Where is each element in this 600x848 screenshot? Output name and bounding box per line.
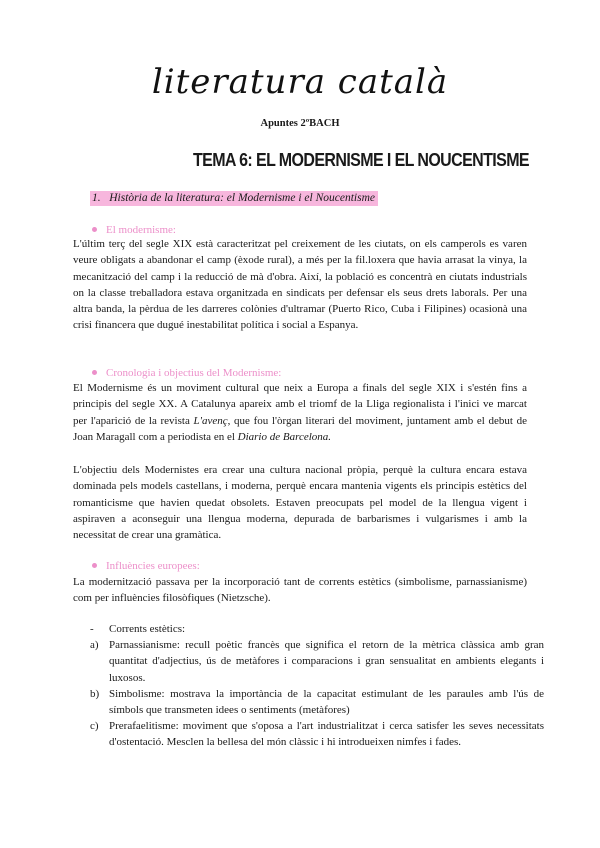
document-title: literatura català xyxy=(151,62,449,102)
list-item: b) Simbolisme: mostrava la importància de la capacitat estimulant de les paraules amb l'ús de símbols que transmeten idees o sentiments (metàfores) xyxy=(90,688,544,717)
subheading-cronologia xyxy=(92,367,281,379)
list-heading: - Corrents estètics: xyxy=(90,623,186,635)
subheading-modernisme xyxy=(92,224,176,236)
bullet-icon xyxy=(92,370,97,375)
list-item: a) Parnassianisme: recull poètic francès que significa el retorn de la mètrica clàssica amb gran quantitat d'adjectius, ús de metàfores i comparacions i gran sensualitat en ambients elegants i luxosos. xyxy=(90,639,544,684)
document-subtitle: Apuntes 2ºBACH xyxy=(260,118,340,129)
newspaper-name: Diario de Barcelona. xyxy=(237,430,332,443)
section-heading xyxy=(90,191,378,206)
subheading-label: El modernisme: xyxy=(106,224,176,236)
paragraph-modernisme: L'últim terç del segle XIX està caracteritzat pel creixement de les ciutats, on els camperols es varen veure obligats a abandonar el camp (èxode rural), a més per la fil.loxera que havia arrasat la vinya, la mecanització del camp i la reducció de mà d'obra. Així, la població es concentrà en ciutats industrials on la classe treballadora estava organitzada en sindicats per defensar els seus drets laborals. Per una altra banda, la pèrdua de les darreres colònies d'ultramar (Puerto Rico, Cuba i Filipines) ocasionà una crisi financera que dugué inestabilitat política i social a Espanya. xyxy=(73,238,527,332)
section-number: 1. xyxy=(92,192,101,204)
paragraph-cronologia-2: L'objectiu dels Modernistes era crear una cultura nacional pròpia, perquè la cultura encara estava dominada pels models castellans, i moderna, perquè encara mantenia vigents els principis estètics del romanticisme que havien quedat obsolets. Estaven preocupats pel model de la llengua vigent i aspiraven a aconseguir una llengua moderna, depurada de barbarismes i vulgarismes i amb la necessitat de crear una gramàtica. xyxy=(73,464,527,542)
subheading-label: Influències europees: xyxy=(106,560,200,572)
topic-heading: TEMA 6: EL MODERNISME I EL NOUCENTISME xyxy=(192,151,529,171)
paragraph-cronologia-1: El Modernisme és un moviment cultural que neix a Europa a finals del segle XIX i s'estén fins a principis del segle XX. A Catalunya apareix amb el triomf de la Lliga regionalista i l'inici ve marcat per l'aparició de la revista L'avenç, que fou l'òrgan literari del moviment, juntament amb el debut de Joan Maragall com a periodista en el Diario de Barcelona. xyxy=(73,382,527,443)
bullet-icon xyxy=(92,563,97,568)
list-item: c) Prerafaelitisme: moviment que s'oposa a l'art industrialitzat i cerca satisfer les seves necessitats d'ostentació. Mesclen la bellesa del món clàssic i hi introdueixen nimfes i fades. xyxy=(90,720,544,749)
section-title: Història de la literatura: el Modernisme i el Noucentisme xyxy=(109,192,375,204)
bullet-icon xyxy=(92,227,97,232)
paragraph-influencies: La modernització passava per la incorporació tant de corrents estètics (simbolisme, parnassianisme) com per influències filosòfiques (Nietzsche). xyxy=(73,576,527,605)
magazine-name: L'avenç xyxy=(193,414,228,427)
subheading-influencies xyxy=(92,560,200,572)
subheading-label: Cronologia i objectius del Modernisme: xyxy=(106,367,282,379)
